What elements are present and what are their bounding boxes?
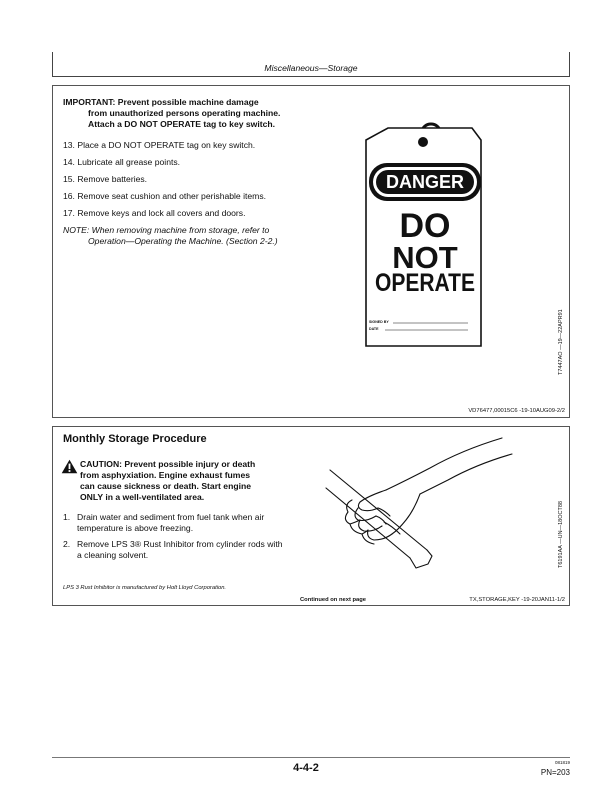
- caution-line-2: from asphyxiation. Engine exhaust fumes: [80, 470, 251, 480]
- tag-date-label: DATE: [369, 327, 379, 331]
- step-1-line-1: Drain water and sediment from fuel tank when air: [77, 512, 265, 522]
- tag-do-text: DO: [399, 207, 451, 245]
- page-pn: PN=203: [540, 768, 570, 777]
- important-line-3: Attach a DO NOT OPERATE tag to key switch.: [88, 119, 276, 129]
- tag-figure-id: T7447AO —19—22APR91: [558, 309, 564, 375]
- hand-wiping-rod-illustration: [322, 430, 522, 580]
- note-line-2: Operation—Operating the Machine. (Section 2-2.): [88, 236, 278, 246]
- warning-triangle-icon: [61, 459, 78, 474]
- continued-label: Continued on next page: [300, 597, 367, 603]
- caution-line-4: ONLY in a well-ventilated area.: [80, 492, 205, 502]
- tag-not-text: NOT: [392, 240, 458, 275]
- step-1-number: 1.: [63, 512, 71, 522]
- section1-footer-code: VD76477,00015C6 -19-10AUG09-2/2: [468, 408, 565, 414]
- footnote: LPS 3 Rust Inhibitor is manufactured by Holt Lloyd Corporation.: [63, 585, 227, 591]
- page-title: Miscellaneous—Storage: [264, 63, 358, 73]
- step-15: 15. Remove batteries.: [63, 174, 148, 184]
- section2-footer-code: TX,STORAGE,KEY -19-20JAN11-1/2: [469, 597, 565, 603]
- step-16: 16. Remove seat cushion and other perishable items.: [63, 191, 267, 201]
- page-number: 4-4-2: [293, 762, 319, 774]
- important-line-1: IMPORTANT: Prevent possible machine damage: [63, 97, 259, 107]
- section-heading: Monthly Storage Procedure: [63, 433, 207, 445]
- tag-operate-text: OPERATE: [375, 269, 475, 297]
- step-1-line-2: temperature is above freezing.: [77, 523, 194, 533]
- caution-line-1: CAUTION: Prevent possible injury or death: [80, 459, 256, 469]
- do-not-operate-tag-illustration: [360, 120, 490, 350]
- hand-figure-id: T6191AA —UN—18OCT88: [558, 501, 564, 568]
- step-2-line-2: a cleaning solvent.: [77, 550, 149, 560]
- tag-danger-text: DANGER: [385, 172, 465, 192]
- caution-line-3: can cause sickness or death. Start engine: [80, 481, 251, 491]
- tag-signed-by-label: SIGNED BY: [369, 320, 389, 324]
- step-13: 13. Place a DO NOT OPERATE tag on key switch.: [63, 140, 256, 150]
- page-small-code: 081819: [554, 760, 570, 765]
- step-14: 14. Lubricate all grease points.: [63, 157, 181, 167]
- note-line-1: NOTE: When removing machine from storage, refer to: [63, 225, 270, 235]
- step-2-number: 2.: [63, 539, 71, 549]
- important-line-2: from unauthorized persons operating machine.: [88, 108, 281, 118]
- step-17: 17. Remove keys and lock all covers and doors.: [63, 208, 246, 218]
- step-2-line-1: Remove LPS 3® Rust Inhibitor from cylinder rods with: [77, 539, 283, 549]
- storage-steps-section: [52, 85, 570, 418]
